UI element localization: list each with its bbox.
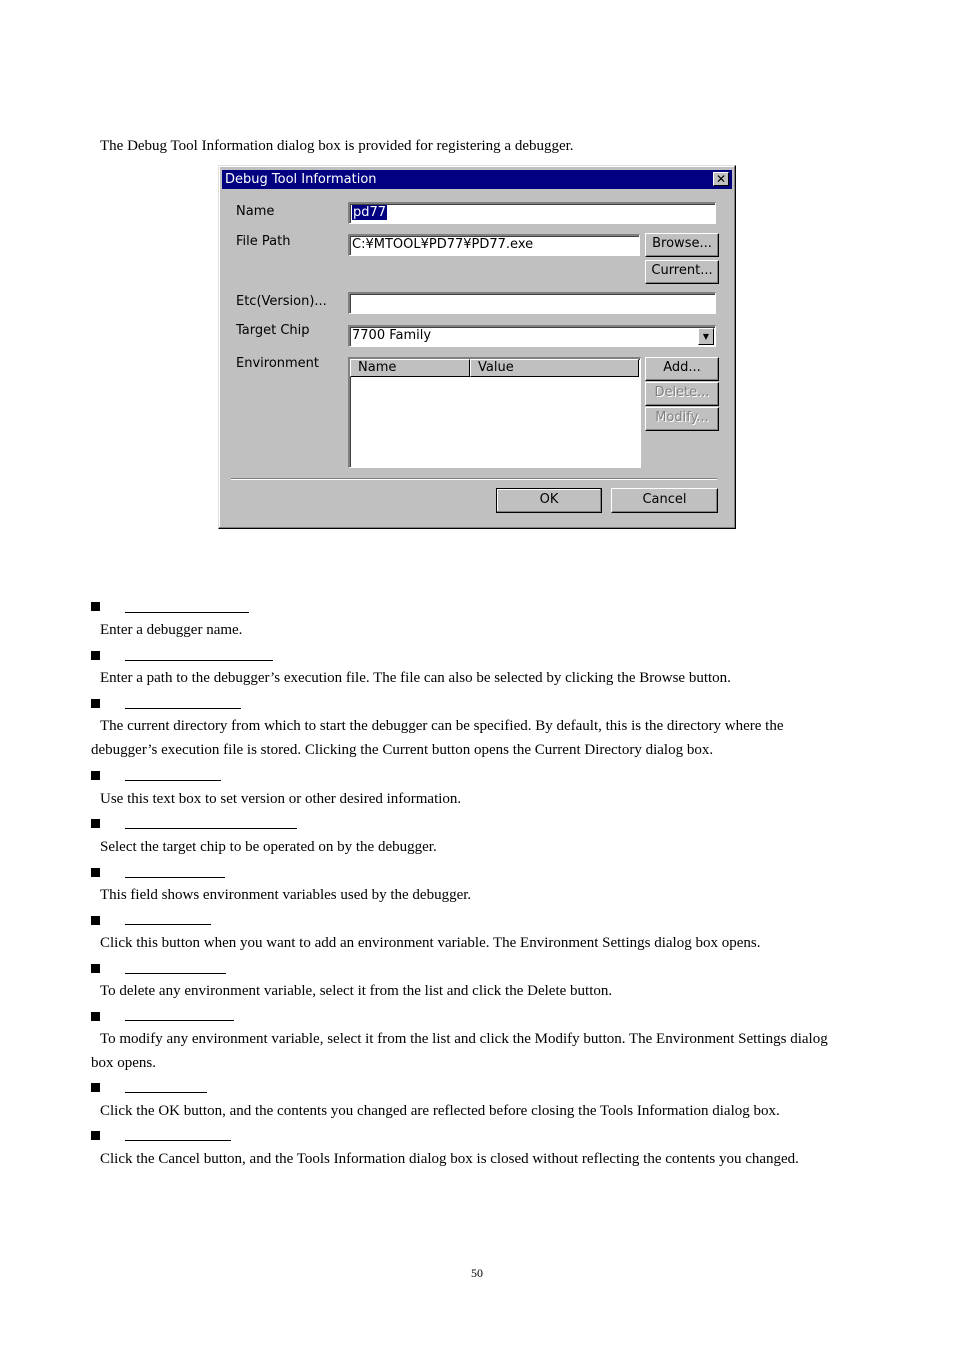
name-label: Name	[236, 204, 275, 219]
dialog-title: Debug Tool Information	[225, 172, 377, 187]
description-file-path: Enter a path to the debugger’s execution file. The file can also be selected by clicking the Browse button.	[100, 670, 731, 686]
file-path-input[interactable]: C:¥MTOOL¥PD77¥PD77.exe	[348, 234, 640, 256]
description-add: Click this button when you want to add an environment variable. The Environment Settings dialog box opens.	[100, 935, 761, 951]
etc-version-label: Etc(Version)...	[236, 294, 327, 309]
heading-underline	[125, 660, 273, 661]
heading-underline	[125, 973, 226, 974]
bullet-icon	[91, 602, 100, 611]
target-chip-value: 7700 Family	[352, 328, 432, 343]
bullet-icon	[91, 651, 100, 660]
bullet-icon	[91, 1131, 100, 1140]
description-current: The current directory from which to start the debugger can be specified. By default, this is the directory where the debugger’s execution file is stored. Clicking the Current button opens the Current Directory dialog box.	[91, 718, 784, 758]
column-header-value[interactable]: Value	[470, 359, 639, 377]
separator	[231, 478, 717, 480]
description-environment: This field shows environment variables used by the debugger.	[100, 887, 472, 903]
heading-underline	[125, 828, 297, 829]
description-modify: To modify any environment variable, select it from the list and click the Modify button. The Environment Settings dialog box opens.	[91, 1031, 828, 1071]
heading-underline	[125, 877, 225, 878]
heading-underline	[125, 612, 249, 613]
target-chip-label: Target Chip	[236, 323, 310, 338]
bullet-icon	[91, 964, 100, 973]
page-number: 50	[471, 1266, 483, 1280]
heading-underline	[125, 1092, 207, 1093]
environment-label: Environment	[236, 356, 320, 371]
bullet-icon	[91, 771, 100, 780]
bullet-icon	[91, 868, 100, 877]
heading-underline	[125, 708, 241, 709]
chevron-down-icon[interactable]: ▼	[698, 328, 714, 345]
delete-button[interactable]: Delete...	[645, 382, 719, 406]
description-cancel: Click the Cancel button, and the Tools Information dialog box is closed without reflecting the contents you changed.	[100, 1151, 799, 1167]
cancel-button[interactable]: Cancel	[611, 488, 718, 513]
debug-tool-information-dialog	[218, 165, 736, 529]
modify-button[interactable]: Modify...	[645, 407, 719, 431]
heading-underline	[125, 1020, 234, 1021]
description-etc: Use this text box to set version or other desired information.	[100, 791, 462, 807]
environment-list[interactable]	[348, 357, 641, 468]
bullet-icon	[91, 819, 100, 828]
name-input[interactable]	[348, 202, 716, 224]
bullet-icon	[91, 916, 100, 925]
intro-text: The Debug Tool Information dialog box is provided for registering a debugger.	[100, 138, 574, 154]
heading-underline	[125, 924, 211, 925]
description-target-chip: Select the target chip to be operated on by the debugger.	[100, 839, 437, 855]
close-icon[interactable]: ✕	[713, 172, 729, 186]
browse-button[interactable]: Browse...	[645, 233, 719, 257]
dialog-titlebar	[222, 170, 732, 189]
description-delete: To delete any environment variable, select it from the list and click the Delete button.	[100, 983, 613, 999]
current-button[interactable]: Current...	[645, 260, 719, 284]
description-ok: Click the OK button, and the contents you changed are reflected before closing the Tools Information dialog box.	[100, 1103, 780, 1119]
bullet-icon	[91, 699, 100, 708]
bullet-icon	[91, 1012, 100, 1021]
name-input-value: pd77	[353, 205, 387, 220]
column-header-name[interactable]: Name	[350, 359, 470, 377]
description-name: Enter a debugger name.	[100, 622, 243, 638]
target-chip-select[interactable]	[348, 325, 716, 347]
etc-version-input[interactable]	[348, 292, 716, 314]
add-button[interactable]: Add...	[645, 357, 719, 381]
ok-button[interactable]: OK	[496, 488, 602, 513]
bullet-icon	[91, 1083, 100, 1092]
heading-underline	[125, 780, 221, 781]
file-path-label: File Path	[236, 234, 291, 249]
heading-underline	[125, 1140, 231, 1141]
